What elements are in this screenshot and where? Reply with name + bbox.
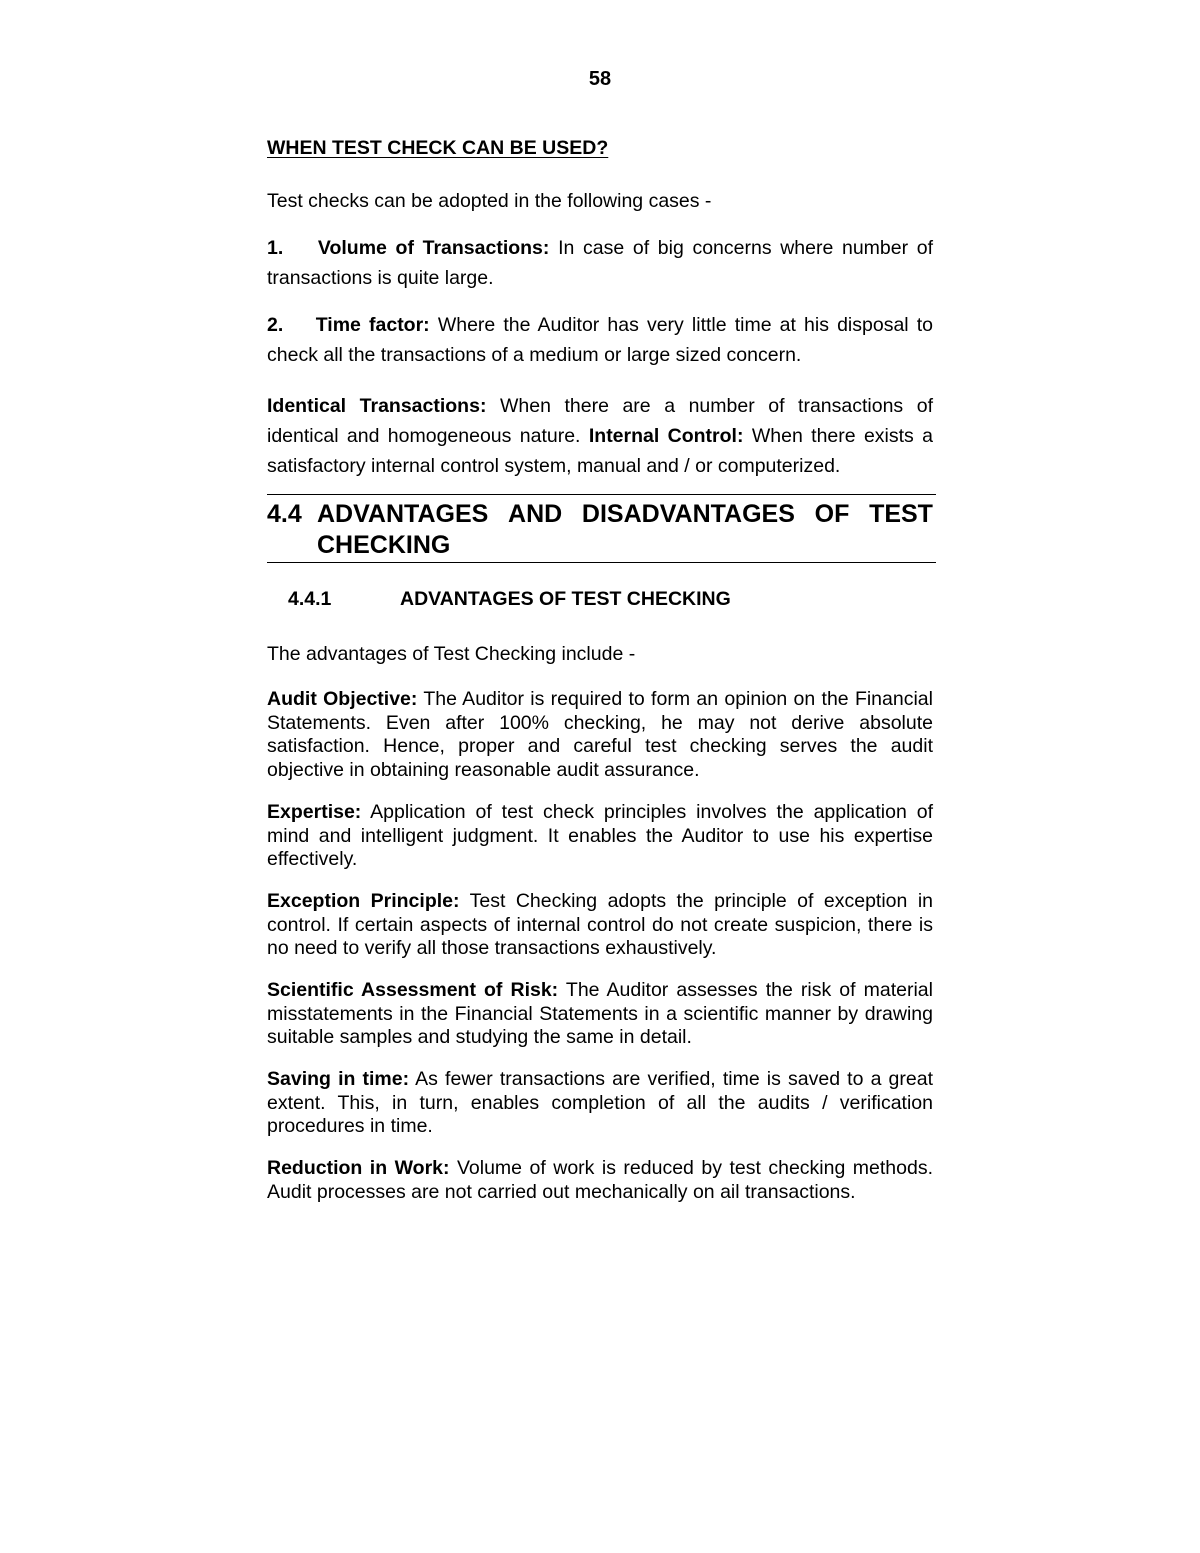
case-volume-of-transactions bbox=[267, 233, 933, 293]
case-term: Time factor: bbox=[315, 314, 430, 336]
test-check-heading-text: WHEN TEST CHECK CAN BE USED? bbox=[267, 137, 609, 159]
advantage-expertise bbox=[267, 801, 933, 872]
internal-control-text: When there exists a satisfactory internal control system, manual and / or computerized. bbox=[267, 425, 934, 477]
section-word: TEST bbox=[869, 500, 933, 528]
advantage-term: Audit Objective: bbox=[267, 688, 418, 710]
advantage-audit-objective bbox=[267, 688, 933, 782]
advantage-term: Exception Principle: bbox=[267, 890, 460, 912]
page-number: 58 bbox=[588, 68, 612, 90]
test-check-intro: Test checks can be adopted in the following cases - bbox=[267, 190, 712, 212]
advantage-term: Expertise: bbox=[267, 801, 362, 823]
subsection-heading bbox=[288, 586, 731, 612]
identical-transactions-term: Identical Transactions: bbox=[267, 395, 487, 417]
section-title-line-2: CHECKING bbox=[317, 531, 451, 559]
section-word: OF bbox=[814, 500, 850, 528]
advantage-text: Test Checking adopts the principle of exception in control. If certain aspects of internal control do not create suspicion, there is no need to verify all those transactions exhaustively. bbox=[267, 890, 933, 959]
case-text: In case of big concerns where number of transactions is quite large. bbox=[267, 237, 934, 289]
section-word: ADVANTAGES bbox=[317, 500, 489, 528]
advantage-text: The Auditor assesses the risk of material misstatements in the Financial Statements in a scientific manner by drawing suitable samples and studying the same in detail. bbox=[267, 979, 933, 1048]
extra-cases-paragraph bbox=[267, 391, 933, 481]
advantage-text: Application of test check principles involves the application of mind and intelligent judgment. It enables the Auditor to use his expertise effectively. bbox=[267, 801, 934, 870]
advantage-term: Scientific Assessment of Risk: bbox=[267, 979, 559, 1001]
advantage-exception-principle bbox=[267, 890, 933, 961]
case-number: 1. bbox=[267, 237, 284, 259]
internal-control-term: Internal Control: bbox=[588, 425, 744, 447]
subsection-number: 4.4.1 bbox=[288, 588, 332, 610]
advantage-text: Volume of work is reduced by test checking methods. Audit processes are not carried out mechanically on ail transactions. bbox=[267, 1157, 933, 1203]
case-number: 2. bbox=[267, 314, 284, 336]
case-time-factor bbox=[267, 310, 933, 370]
section-bottom-rule bbox=[267, 562, 936, 563]
subsection-title: ADVANTAGES OF TEST CHECKING bbox=[400, 588, 731, 610]
advantage-text: As fewer transactions are verified, time is saved to a great extent. This, in turn, enables completion of all the audits / verification procedures in time. bbox=[267, 1068, 933, 1137]
section-word: DISADVANTAGES bbox=[581, 500, 795, 528]
test-check-heading bbox=[267, 133, 933, 163]
advantage-reduction-in-work bbox=[267, 1157, 933, 1204]
section-title-line-1 bbox=[267, 499, 933, 530]
section-top-rule bbox=[267, 494, 936, 495]
advantage-scientific-assessment-of-risk bbox=[267, 979, 933, 1050]
identical-transactions-text: When there are a number of transactions of identical and homogeneous nature. bbox=[267, 395, 933, 447]
advantages-intro: The advantages of Test Checking include - bbox=[267, 643, 636, 665]
case-term: Volume of Transactions: bbox=[317, 237, 550, 259]
section-title bbox=[267, 499, 933, 561]
advantage-text: The Auditor is required to form an opinion on the Financial Statements. Even after 100% checking, he may not derive absolute satisfaction. Hence, proper and careful test checking serves the audit objective in obtaining reasonable audit assurance. bbox=[267, 688, 933, 781]
advantage-term: Saving in time: bbox=[267, 1068, 410, 1090]
advantage-term: Reduction in Work: bbox=[267, 1157, 450, 1179]
section-word: AND bbox=[508, 500, 563, 528]
case-text: Where the Auditor has very little time at his disposal to check all the transactions of a medium or large sized concern. bbox=[267, 314, 934, 366]
advantage-saving-in-time bbox=[267, 1068, 933, 1139]
section-number-and-word bbox=[267, 499, 488, 530]
section-number: 4.4 bbox=[267, 500, 302, 528]
